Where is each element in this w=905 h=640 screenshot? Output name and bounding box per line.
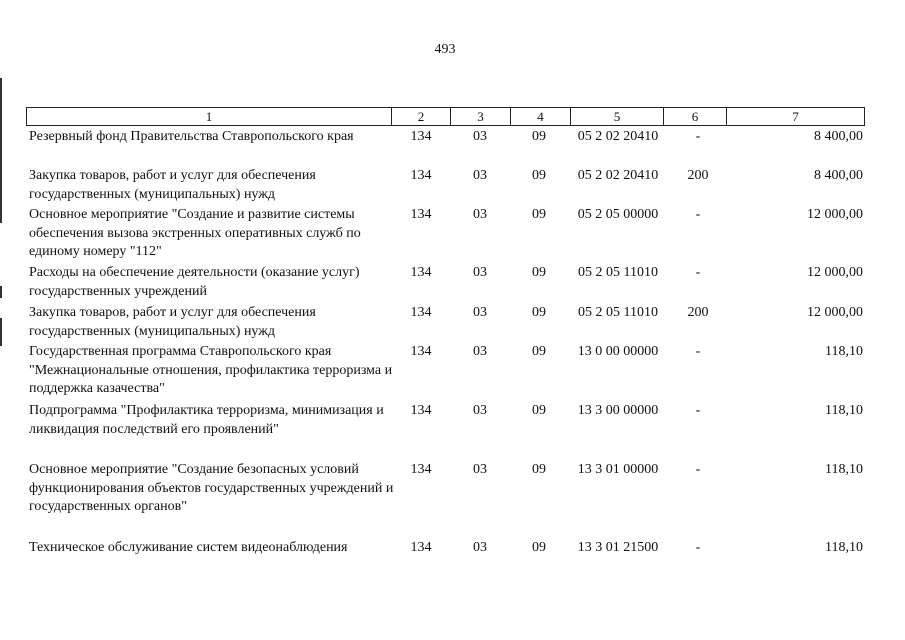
cell-section: 03	[473, 207, 487, 222]
column-header: 5	[613, 109, 621, 124]
cell-target: 13 3 00 00000	[577, 403, 659, 418]
page-number: 493	[434, 42, 456, 57]
cell-code: 134	[410, 540, 432, 555]
cell-type: -	[695, 207, 701, 222]
cell-section: 03	[473, 129, 487, 144]
column-header: 3	[477, 109, 484, 124]
cell-type: -	[695, 344, 701, 359]
margin-mark	[0, 205, 2, 217]
cell-code: 134	[410, 265, 432, 280]
cell-amount: 12 000,00	[807, 265, 863, 280]
cell-section: 03	[473, 305, 487, 320]
cell-subsection: 09	[532, 129, 546, 144]
cell-section: 03	[473, 462, 487, 477]
cell-type: -	[695, 129, 701, 144]
cell-amount: 118,10	[825, 403, 863, 418]
cell-amount: 118,10	[825, 540, 863, 555]
cell-code: 134	[410, 305, 432, 320]
cell-target: 05 2 05 11010	[578, 265, 658, 280]
cell-subsection: 09	[532, 344, 546, 359]
margin-mark	[0, 318, 2, 346]
row-name: Основное мероприятие "Создание безопасных условий функционирования объектов государственных учреждений и государственных органов"	[29, 462, 394, 515]
cell-section: 03	[473, 344, 487, 359]
cell-code: 134	[410, 168, 432, 183]
cell-section: 03	[473, 403, 487, 418]
cell-type: -	[695, 540, 701, 555]
cell-type: -	[695, 265, 701, 280]
cell-target: 05 2 05 00000	[577, 207, 659, 222]
cell-subsection: 09	[532, 305, 546, 320]
cell-target: 13 3 01 00000	[577, 462, 659, 477]
cell-type: 200	[687, 305, 709, 320]
cell-code: 134	[410, 403, 432, 418]
column-header: 4	[537, 109, 544, 124]
row-name: Закупка товаров, работ и услуг для обеспечения государственных (муниципальных) нужд	[29, 305, 316, 339]
cell-amount: 12 000,00	[807, 305, 863, 320]
column-header: 2	[417, 109, 425, 124]
cell-amount: 8 400,00	[814, 129, 863, 144]
cell-target: 05 2 02 20410	[577, 168, 659, 183]
table-header	[26, 107, 865, 126]
row-name: Закупка товаров, работ и услуг для обеспечения государственных (муниципальных) нужд	[29, 168, 316, 202]
column-header: 6	[691, 109, 699, 124]
cell-subsection: 09	[532, 168, 546, 183]
cell-section: 03	[473, 540, 487, 555]
row-name: Техническое обслуживание систем видеонаблюдения	[29, 540, 348, 555]
cell-target: 13 0 00 00000	[577, 344, 659, 359]
cell-target: 05 2 05 11010	[578, 305, 658, 320]
cell-code: 134	[410, 462, 432, 477]
margin-mark	[0, 286, 2, 298]
cell-subsection: 09	[532, 207, 546, 222]
cell-section: 03	[473, 265, 487, 280]
cell-target: 13 3 01 21500	[577, 540, 659, 555]
cell-amount: 12 000,00	[807, 207, 863, 222]
row-name: Резервный фонд Правительства Ставропольского края	[29, 129, 354, 144]
row-name: Государственная программа Ставропольского края "Межнациональные отношения, профилактика терроризма и поддержка казачества"	[29, 344, 393, 397]
cell-target: 05 2 02 20410	[577, 129, 659, 144]
cell-subsection: 09	[532, 540, 546, 555]
cell-subsection: 09	[532, 403, 546, 418]
row-name: Основное мероприятие "Создание и развитие системы обеспечения вызова экстренных оперативных служб по единому номеру "112"	[29, 207, 361, 260]
cell-section: 03	[473, 168, 487, 183]
cell-code: 134	[410, 129, 432, 144]
cell-amount: 8 400,00	[814, 168, 863, 183]
margin-mark	[0, 78, 2, 223]
cell-amount: 118,10	[825, 344, 863, 359]
cell-subsection: 09	[532, 265, 546, 280]
column-header: 7	[792, 109, 799, 124]
cell-amount: 118,10	[825, 462, 863, 477]
cell-type: -	[695, 403, 701, 418]
cell-type: 200	[687, 168, 709, 183]
cell-code: 134	[410, 344, 432, 359]
column-header: 1	[205, 109, 213, 124]
cell-subsection: 09	[532, 462, 546, 477]
row-name: Подпрограмма "Профилактика терроризма, минимизация и ликвидация последствий его проявлений"	[29, 403, 384, 437]
cell-type: -	[695, 462, 701, 477]
row-name: Расходы на обеспечение деятельности (оказание услуг) государственных учреждений	[29, 265, 360, 299]
cell-code: 134	[410, 207, 432, 222]
